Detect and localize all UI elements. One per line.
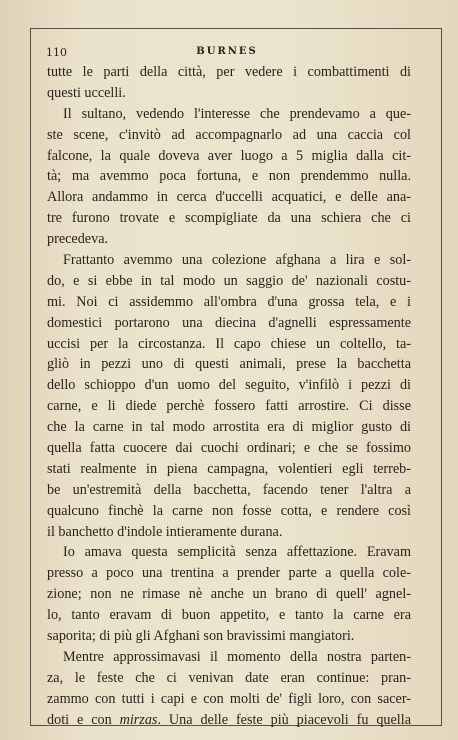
- text-line: falcone, la quale doveva aver luogo a 5 miglia dalla cit-: [47, 147, 411, 164]
- text-line: uccisi per la circostanza. Il capo chiese un coltello, ta-: [47, 335, 411, 352]
- page-number: 110: [46, 46, 67, 59]
- text-line: Allora andammo in cerca d'uccelli acquatici, e delle ana-: [47, 189, 411, 206]
- text-line: zione; non ne rimase nè anche un brano di quell' agnel-: [47, 586, 411, 603]
- text-line: quella fatta cuocere dai cuochi ordinari; e che se fossimo: [47, 440, 411, 457]
- text-line: domestici portarono una diecina d'agnelli espressamente: [47, 314, 411, 331]
- text-line: tutte le parti della città, per vedere i combattimenti di: [47, 64, 411, 80]
- text-line: zammo con tutti i capi e con molti de' figli loro, con sacer-: [47, 690, 411, 707]
- body-text: [47, 62, 411, 731]
- text-line: tà; ma avemmo poca fortuna, e non prendemmo nulla.: [47, 168, 411, 185]
- text-line: qualcuno finchè la carne non fosse cotta, e rendere così: [47, 502, 411, 519]
- text-line: il banchetto d'indole intieramente durana.: [47, 523, 283, 540]
- text-line: gliò in pezzi uno di questi animali, prese la bacchetta: [47, 356, 411, 373]
- text-line: za, le feste che ci venivan date eran continue: pran-: [47, 669, 411, 686]
- text-line: precedeva.: [47, 231, 109, 248]
- text-line: Frattanto avemmo una colezione afghana a lira e sol-: [63, 252, 411, 269]
- text-line: do, e si ebbe in tal modo un saggio de' nazionali costu-: [47, 272, 411, 289]
- text-line: be un'estremità della bacchetta, facendo tener l'altra a: [47, 481, 411, 498]
- text-line: questi uccelli.: [47, 84, 126, 101]
- page-header: [38, 44, 416, 62]
- running-head: BURNES: [196, 46, 258, 57]
- text-line: tre furono trovate e scompigliate da una schiera che ci: [47, 210, 411, 227]
- text-line: presso a poco una trentina a prender parte a quella cole-: [47, 565, 411, 582]
- text-line: saporita; di più gli Afghani son bravissimi mangiatori.: [47, 628, 355, 645]
- text-line: ste scene, c'invitò ad accompagnarlo ad una caccia col: [47, 126, 411, 143]
- text-line: Io amava questa semplicità senza affettazione. Eravam: [63, 544, 411, 561]
- text-line: dello schioppo d'un uomo del seguito, v'infilò i pezzi di: [47, 377, 411, 394]
- text-line: lo, tanto eravam di buon appetito, e tanto la carne era: [47, 607, 411, 624]
- text-line: carne, e li diede perchè fossero fatti arrostire. Ci disse: [47, 398, 411, 415]
- text-line: Mentre approssimavasi il momento della nostra parten-: [63, 648, 411, 665]
- text-line: doti e con mirzas. Una delle feste più piacevoli fu quella: [47, 711, 411, 728]
- text-line: che la carne in tal modo arrostita era di miglior gusto di: [47, 419, 411, 436]
- text-line: stati realmente in piena campagna, volentieri egli terreb-: [47, 460, 411, 477]
- text-line: mi. Noi ci assidemmo all'ombra d'una grossa tela, e i: [47, 293, 411, 310]
- text-line: Il sultano, vedendo l'interesse che prendevamo a que-: [63, 105, 411, 122]
- italic-term: mirzas: [119, 711, 158, 728]
